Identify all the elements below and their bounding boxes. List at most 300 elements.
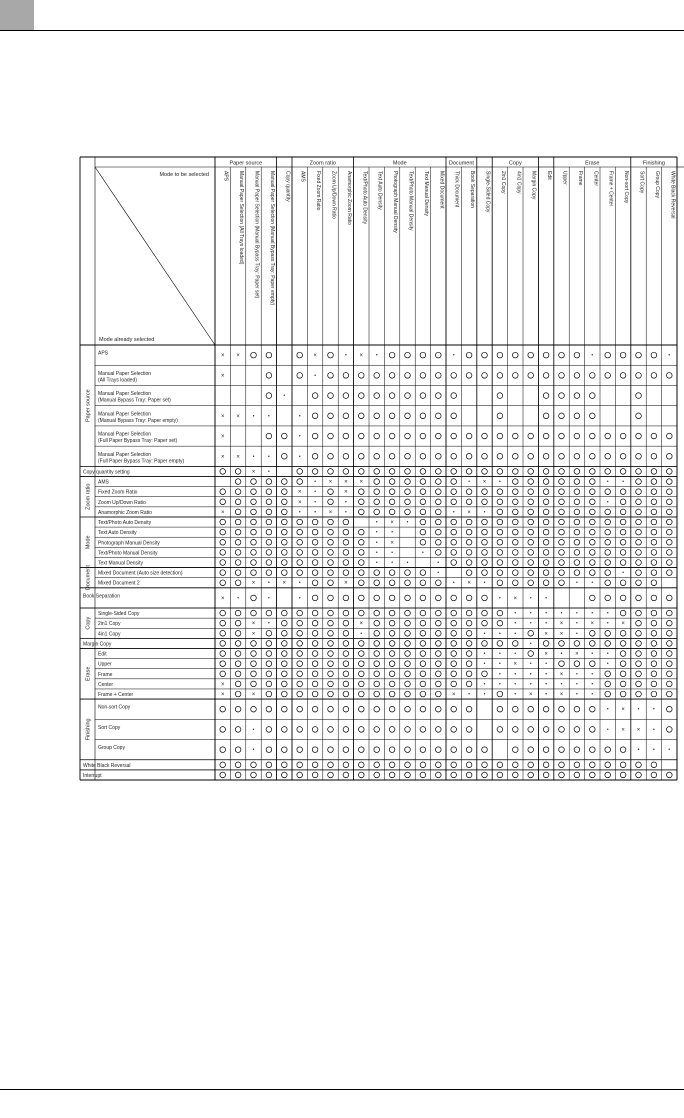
compatible-mark — [343, 529, 349, 535]
compatible-mark — [651, 772, 657, 778]
override-mark: • — [499, 681, 501, 688]
row-label: Manual Paper Selection — [98, 411, 152, 418]
compatible-mark — [328, 469, 334, 475]
compatible-mark — [559, 550, 565, 556]
compatible-mark — [374, 413, 380, 419]
compatible-mark — [235, 509, 241, 515]
compatible-mark — [543, 352, 549, 358]
compatible-mark — [297, 661, 303, 667]
compatible-mark — [235, 560, 241, 566]
compatible-mark — [436, 413, 442, 419]
compatible-mark — [328, 570, 334, 576]
compatible-mark — [251, 641, 257, 647]
compatible-mark — [328, 373, 334, 379]
compatible-mark — [667, 550, 673, 556]
compatible-mark — [282, 620, 288, 626]
override-mark: • — [591, 651, 594, 658]
row-label: Center — [98, 681, 114, 688]
compatible-mark — [436, 595, 442, 601]
override-mark: • — [545, 671, 547, 678]
row-label: Copy quantity setting — [83, 469, 130, 476]
override-mark: • — [483, 651, 486, 658]
override-mark: • — [499, 630, 501, 637]
override-mark: • — [422, 549, 424, 556]
compatible-mark — [343, 570, 349, 576]
compatible-mark — [497, 706, 503, 712]
compatible-mark — [220, 762, 226, 768]
compatible-mark — [482, 373, 488, 379]
compatible-mark — [451, 772, 457, 778]
override-mark: • — [637, 747, 640, 754]
compatible-mark — [220, 580, 226, 586]
compatible-mark — [282, 570, 288, 576]
compatible-mark — [528, 762, 534, 768]
compatible-mark — [420, 706, 426, 712]
compatible-mark — [620, 539, 626, 545]
compatible-mark — [389, 580, 395, 586]
compatible-mark — [251, 681, 257, 687]
compatible-mark — [466, 727, 472, 733]
compatible-mark — [282, 727, 288, 733]
column-group-label: Erase — [585, 160, 600, 167]
compatible-mark — [420, 772, 426, 778]
compatible-mark — [497, 620, 503, 626]
compatible-mark — [574, 519, 580, 525]
override-mark: • — [514, 671, 517, 678]
override-mark: • — [406, 560, 409, 566]
compatible-mark — [312, 539, 318, 545]
compatible-mark — [282, 681, 288, 687]
compatible-mark — [620, 671, 626, 677]
compatible-mark — [359, 529, 365, 535]
override-mark: • — [268, 595, 270, 602]
compatible-mark — [389, 499, 395, 505]
compatible-mark — [451, 539, 457, 545]
compatible-mark — [451, 560, 457, 566]
compatible-mark — [405, 651, 411, 657]
compatible-mark — [605, 641, 611, 647]
compatible-mark — [636, 539, 642, 545]
compatible-mark — [559, 580, 565, 586]
compatible-mark — [528, 727, 534, 733]
override-mark: • — [576, 580, 578, 587]
compatible-mark — [405, 433, 411, 439]
compatible-mark — [559, 706, 565, 712]
compatible-mark — [389, 509, 395, 515]
compatible-mark — [235, 580, 241, 586]
compatible-mark — [266, 393, 272, 399]
compatible-mark — [667, 509, 673, 515]
compatible-mark — [466, 610, 472, 616]
compatible-mark — [651, 479, 657, 485]
compatible-mark — [667, 671, 673, 677]
compatible-mark — [235, 651, 241, 657]
override-mark: • — [545, 661, 547, 668]
compatible-mark — [297, 631, 303, 637]
column-group-label: Copy — [508, 160, 522, 167]
compatible-mark — [359, 671, 365, 677]
compatible-mark — [528, 499, 534, 505]
column-header: Single-Sided Copy — [484, 171, 491, 213]
compatible-mark — [543, 641, 549, 647]
override-mark: • — [499, 671, 501, 678]
compatible-mark — [451, 393, 457, 399]
compatible-mark — [282, 772, 288, 778]
column-header: Margin Copy — [530, 171, 537, 200]
compatible-mark — [513, 772, 519, 778]
compatible-mark — [651, 641, 657, 647]
compatible-mark — [266, 560, 272, 566]
compatible-mark — [420, 681, 426, 687]
override-mark: • — [529, 620, 532, 627]
override-mark: • — [560, 681, 563, 688]
row-label: Mixed Document 2 — [98, 580, 140, 587]
compatible-mark — [220, 519, 226, 525]
override-mark: • — [283, 393, 286, 400]
column-header: Text/Photo Manual Density — [407, 171, 414, 231]
compatible-mark — [590, 747, 596, 753]
compatible-mark — [574, 570, 580, 576]
compatible-mark — [266, 550, 272, 556]
compatible-mark — [312, 661, 318, 667]
compatible-mark — [328, 681, 334, 687]
override-mark: • — [622, 570, 624, 577]
compatible-mark — [466, 747, 472, 753]
compatible-mark — [297, 560, 303, 566]
compatible-mark — [405, 762, 411, 768]
override-mark: • — [668, 747, 671, 754]
column-group-label: Mode — [392, 160, 407, 167]
compatible-mark — [251, 529, 257, 535]
compatible-mark — [466, 661, 472, 667]
compatible-mark — [235, 641, 241, 647]
compatible-mark — [605, 509, 611, 515]
row-label: Single-Sided Copy — [98, 611, 140, 618]
column-header: Center — [592, 171, 599, 187]
compatible-mark — [436, 747, 442, 753]
compatible-mark — [620, 433, 626, 439]
compatible-mark — [297, 373, 303, 379]
compatible-mark — [559, 509, 565, 515]
compatible-mark — [405, 706, 411, 712]
compatible-mark — [543, 550, 549, 556]
compatible-mark — [605, 595, 611, 601]
compatible-mark — [328, 519, 334, 525]
row-label: Group Copy — [98, 745, 125, 752]
compatible-mark — [266, 747, 272, 753]
compatible-mark — [251, 509, 257, 515]
override-mark: • — [298, 509, 301, 516]
compatible-mark — [451, 550, 457, 556]
compatible-mark — [374, 580, 380, 586]
compatible-mark — [605, 681, 611, 687]
compatible-mark — [513, 706, 519, 712]
compatible-mark — [620, 529, 626, 535]
conflict-mark: × — [236, 413, 240, 420]
compatible-mark — [605, 691, 611, 697]
compatible-mark — [374, 393, 380, 399]
override-mark: • — [606, 620, 609, 627]
compatible-mark — [451, 499, 457, 505]
compatible-mark — [590, 762, 596, 768]
compatible-mark — [466, 631, 472, 637]
compatible-mark — [282, 651, 288, 657]
compatible-mark — [559, 529, 565, 535]
compatible-mark — [605, 539, 611, 545]
override-mark: • — [576, 630, 578, 637]
conflict-mark: × — [220, 509, 225, 516]
override-mark: • — [560, 651, 563, 658]
compatible-mark — [328, 651, 334, 657]
compatible-mark — [559, 772, 565, 778]
override-mark: • — [483, 630, 486, 637]
compatible-mark — [667, 727, 673, 733]
override-mark: • — [314, 479, 316, 486]
override-mark: • — [529, 640, 532, 647]
compatible-mark — [266, 691, 272, 697]
column-group-label: Finishing — [642, 160, 665, 167]
compatible-mark — [528, 706, 534, 712]
conflict-mark: × — [220, 681, 225, 688]
compatible-mark — [466, 762, 472, 768]
override-mark: • — [268, 453, 270, 460]
compatible-mark — [343, 762, 349, 768]
compatible-mark — [667, 651, 673, 657]
column-header: Fixed Zoom Ratio — [315, 171, 322, 211]
compatible-mark — [220, 539, 226, 545]
compatible-mark — [590, 373, 596, 379]
override-mark: • — [252, 726, 255, 733]
compatible-mark — [343, 413, 349, 419]
compatible-mark — [543, 727, 549, 733]
compatible-mark — [667, 433, 673, 439]
compatible-mark — [528, 631, 534, 637]
override-mark: • — [406, 519, 409, 526]
compatible-mark — [266, 631, 272, 637]
compatible-mark — [482, 433, 488, 439]
conflict-mark: × — [513, 595, 518, 602]
corner-top-label: Mode to be selected — [159, 172, 209, 178]
compatible-mark — [405, 620, 411, 626]
compatible-mark — [266, 499, 272, 505]
compatible-mark — [389, 727, 395, 733]
compatible-mark — [466, 651, 472, 657]
column-header: White Black Reversal — [669, 171, 676, 219]
compatible-mark — [420, 393, 426, 399]
compatible-mark — [590, 393, 596, 399]
compatible-mark — [559, 469, 565, 475]
compatible-mark — [235, 762, 241, 768]
compatible-mark — [405, 580, 411, 586]
override-mark: • — [606, 661, 609, 668]
compatible-mark — [497, 373, 503, 379]
compatible-mark — [559, 570, 565, 576]
compatible-mark — [312, 762, 318, 768]
compatible-mark — [466, 519, 472, 525]
compatible-mark — [343, 610, 349, 616]
compatible-mark — [436, 641, 442, 647]
compatible-mark — [620, 747, 626, 753]
compatible-mark — [235, 671, 241, 677]
override-mark: • — [298, 595, 301, 602]
compatible-mark — [667, 560, 673, 566]
conflict-mark: × — [621, 707, 625, 714]
override-mark: • — [622, 479, 624, 486]
compatible-mark — [451, 706, 457, 712]
row-group-label: Zoom ratio — [85, 483, 92, 510]
compatible-mark — [389, 453, 395, 459]
compatible-mark — [405, 469, 411, 475]
compatible-mark — [590, 433, 596, 439]
compatible-mark — [235, 529, 241, 535]
conflict-mark: × — [575, 651, 579, 658]
conflict-mark: × — [220, 454, 225, 461]
compatible-mark — [220, 489, 226, 495]
override-mark: • — [345, 499, 347, 506]
compatible-mark — [651, 489, 657, 495]
row-label: (All Trays loaded) — [98, 377, 137, 384]
compatible-mark — [251, 661, 257, 667]
compatible-mark — [389, 352, 395, 358]
compatible-mark — [312, 453, 318, 459]
compatible-mark — [620, 691, 626, 697]
corner-diagonal — [95, 167, 215, 345]
compatible-mark — [559, 499, 565, 505]
conflict-mark: × — [344, 489, 348, 496]
compatible-mark — [528, 570, 534, 576]
override-mark: • — [637, 706, 640, 713]
conflict-mark: × — [328, 509, 333, 516]
compatible-mark — [590, 469, 596, 475]
compatible-mark — [636, 509, 642, 515]
compatible-mark — [636, 393, 642, 399]
compatible-mark — [667, 529, 673, 535]
compatible-mark — [451, 453, 457, 459]
compatible-mark — [266, 570, 272, 576]
compatible-mark — [651, 550, 657, 556]
compatible-mark — [266, 762, 272, 768]
compatible-mark — [574, 762, 580, 768]
compatible-mark — [574, 641, 580, 647]
compatible-mark — [436, 539, 442, 545]
conflict-mark: × — [544, 631, 548, 638]
conflict-mark: × — [590, 621, 595, 628]
compatible-mark — [636, 772, 642, 778]
compatible-mark — [636, 580, 642, 586]
compatible-mark — [574, 539, 580, 545]
compatible-mark — [497, 580, 503, 586]
compatible-mark — [359, 691, 365, 697]
compatible-mark — [667, 519, 673, 525]
compatible-mark — [466, 772, 472, 778]
compatible-mark — [451, 620, 457, 626]
compatible-mark — [251, 772, 257, 778]
compatible-mark — [359, 651, 365, 657]
compatible-mark — [374, 489, 380, 495]
conflict-mark: × — [544, 651, 548, 658]
compatible-mark — [420, 413, 426, 419]
compatible-mark — [220, 727, 226, 733]
compatible-mark — [636, 762, 642, 768]
compatible-mark — [513, 489, 519, 495]
compatible-mark — [220, 529, 226, 535]
compatible-mark — [482, 610, 488, 616]
override-mark: • — [391, 560, 393, 566]
conflict-mark: × — [297, 489, 302, 496]
row-label: Text/Photo Auto Density — [98, 520, 152, 527]
compatible-mark — [297, 519, 303, 525]
compatible-mark — [636, 651, 642, 657]
conflict-mark: × — [282, 580, 287, 587]
compatible-mark — [651, 651, 657, 657]
compatible-mark — [389, 671, 395, 677]
row-label: Zoom Up/Down Ratio — [98, 499, 146, 506]
compatible-mark — [297, 772, 303, 778]
compatible-mark — [374, 469, 380, 475]
conflict-mark: × — [251, 692, 256, 699]
compatible-mark — [497, 727, 503, 733]
compatible-mark — [420, 661, 426, 667]
compatible-mark — [359, 433, 365, 439]
compatible-mark — [651, 519, 657, 525]
compatible-mark — [312, 631, 318, 637]
compatible-mark — [251, 519, 257, 525]
compatible-mark — [559, 661, 565, 667]
compatible-mark — [220, 706, 226, 712]
compatible-mark — [451, 469, 457, 475]
conflict-mark: × — [251, 580, 256, 587]
compatible-mark — [420, 352, 426, 358]
row-label: (Full Paper Bypass Tray: Paper set) — [98, 438, 178, 445]
compatible-mark — [497, 352, 503, 358]
compatible-mark — [374, 453, 380, 459]
compatible-mark — [359, 393, 365, 399]
compatible-mark — [528, 469, 534, 475]
compatible-mark — [590, 772, 596, 778]
compatible-mark — [436, 727, 442, 733]
compatible-mark — [436, 393, 442, 399]
compatible-mark — [343, 691, 349, 697]
compatible-mark — [374, 772, 380, 778]
conflict-mark: × — [359, 621, 364, 628]
compatible-mark — [420, 641, 426, 647]
compatible-mark — [497, 469, 503, 475]
compatible-mark — [543, 772, 549, 778]
compatible-mark — [235, 479, 241, 485]
compatible-mark — [605, 747, 611, 753]
compatible-mark — [359, 550, 365, 556]
compatible-mark — [528, 550, 534, 556]
compatible-mark — [466, 469, 472, 475]
compatible-mark — [389, 651, 395, 657]
compatible-mark — [389, 413, 395, 419]
compatible-mark — [590, 539, 596, 545]
compatible-mark — [667, 706, 673, 712]
override-mark: • — [576, 620, 578, 627]
compatible-mark — [466, 706, 472, 712]
compatible-mark — [420, 610, 426, 616]
override-mark: • — [391, 549, 393, 556]
compatible-mark — [528, 373, 534, 379]
override-mark: • — [514, 681, 517, 688]
conflict-mark: × — [636, 727, 641, 734]
compatible-mark — [451, 479, 457, 485]
compatible-mark — [343, 706, 349, 712]
row-label: Upper — [98, 661, 112, 668]
compatible-mark — [543, 479, 549, 485]
compatible-mark — [620, 610, 626, 616]
compatible-mark — [513, 539, 519, 545]
